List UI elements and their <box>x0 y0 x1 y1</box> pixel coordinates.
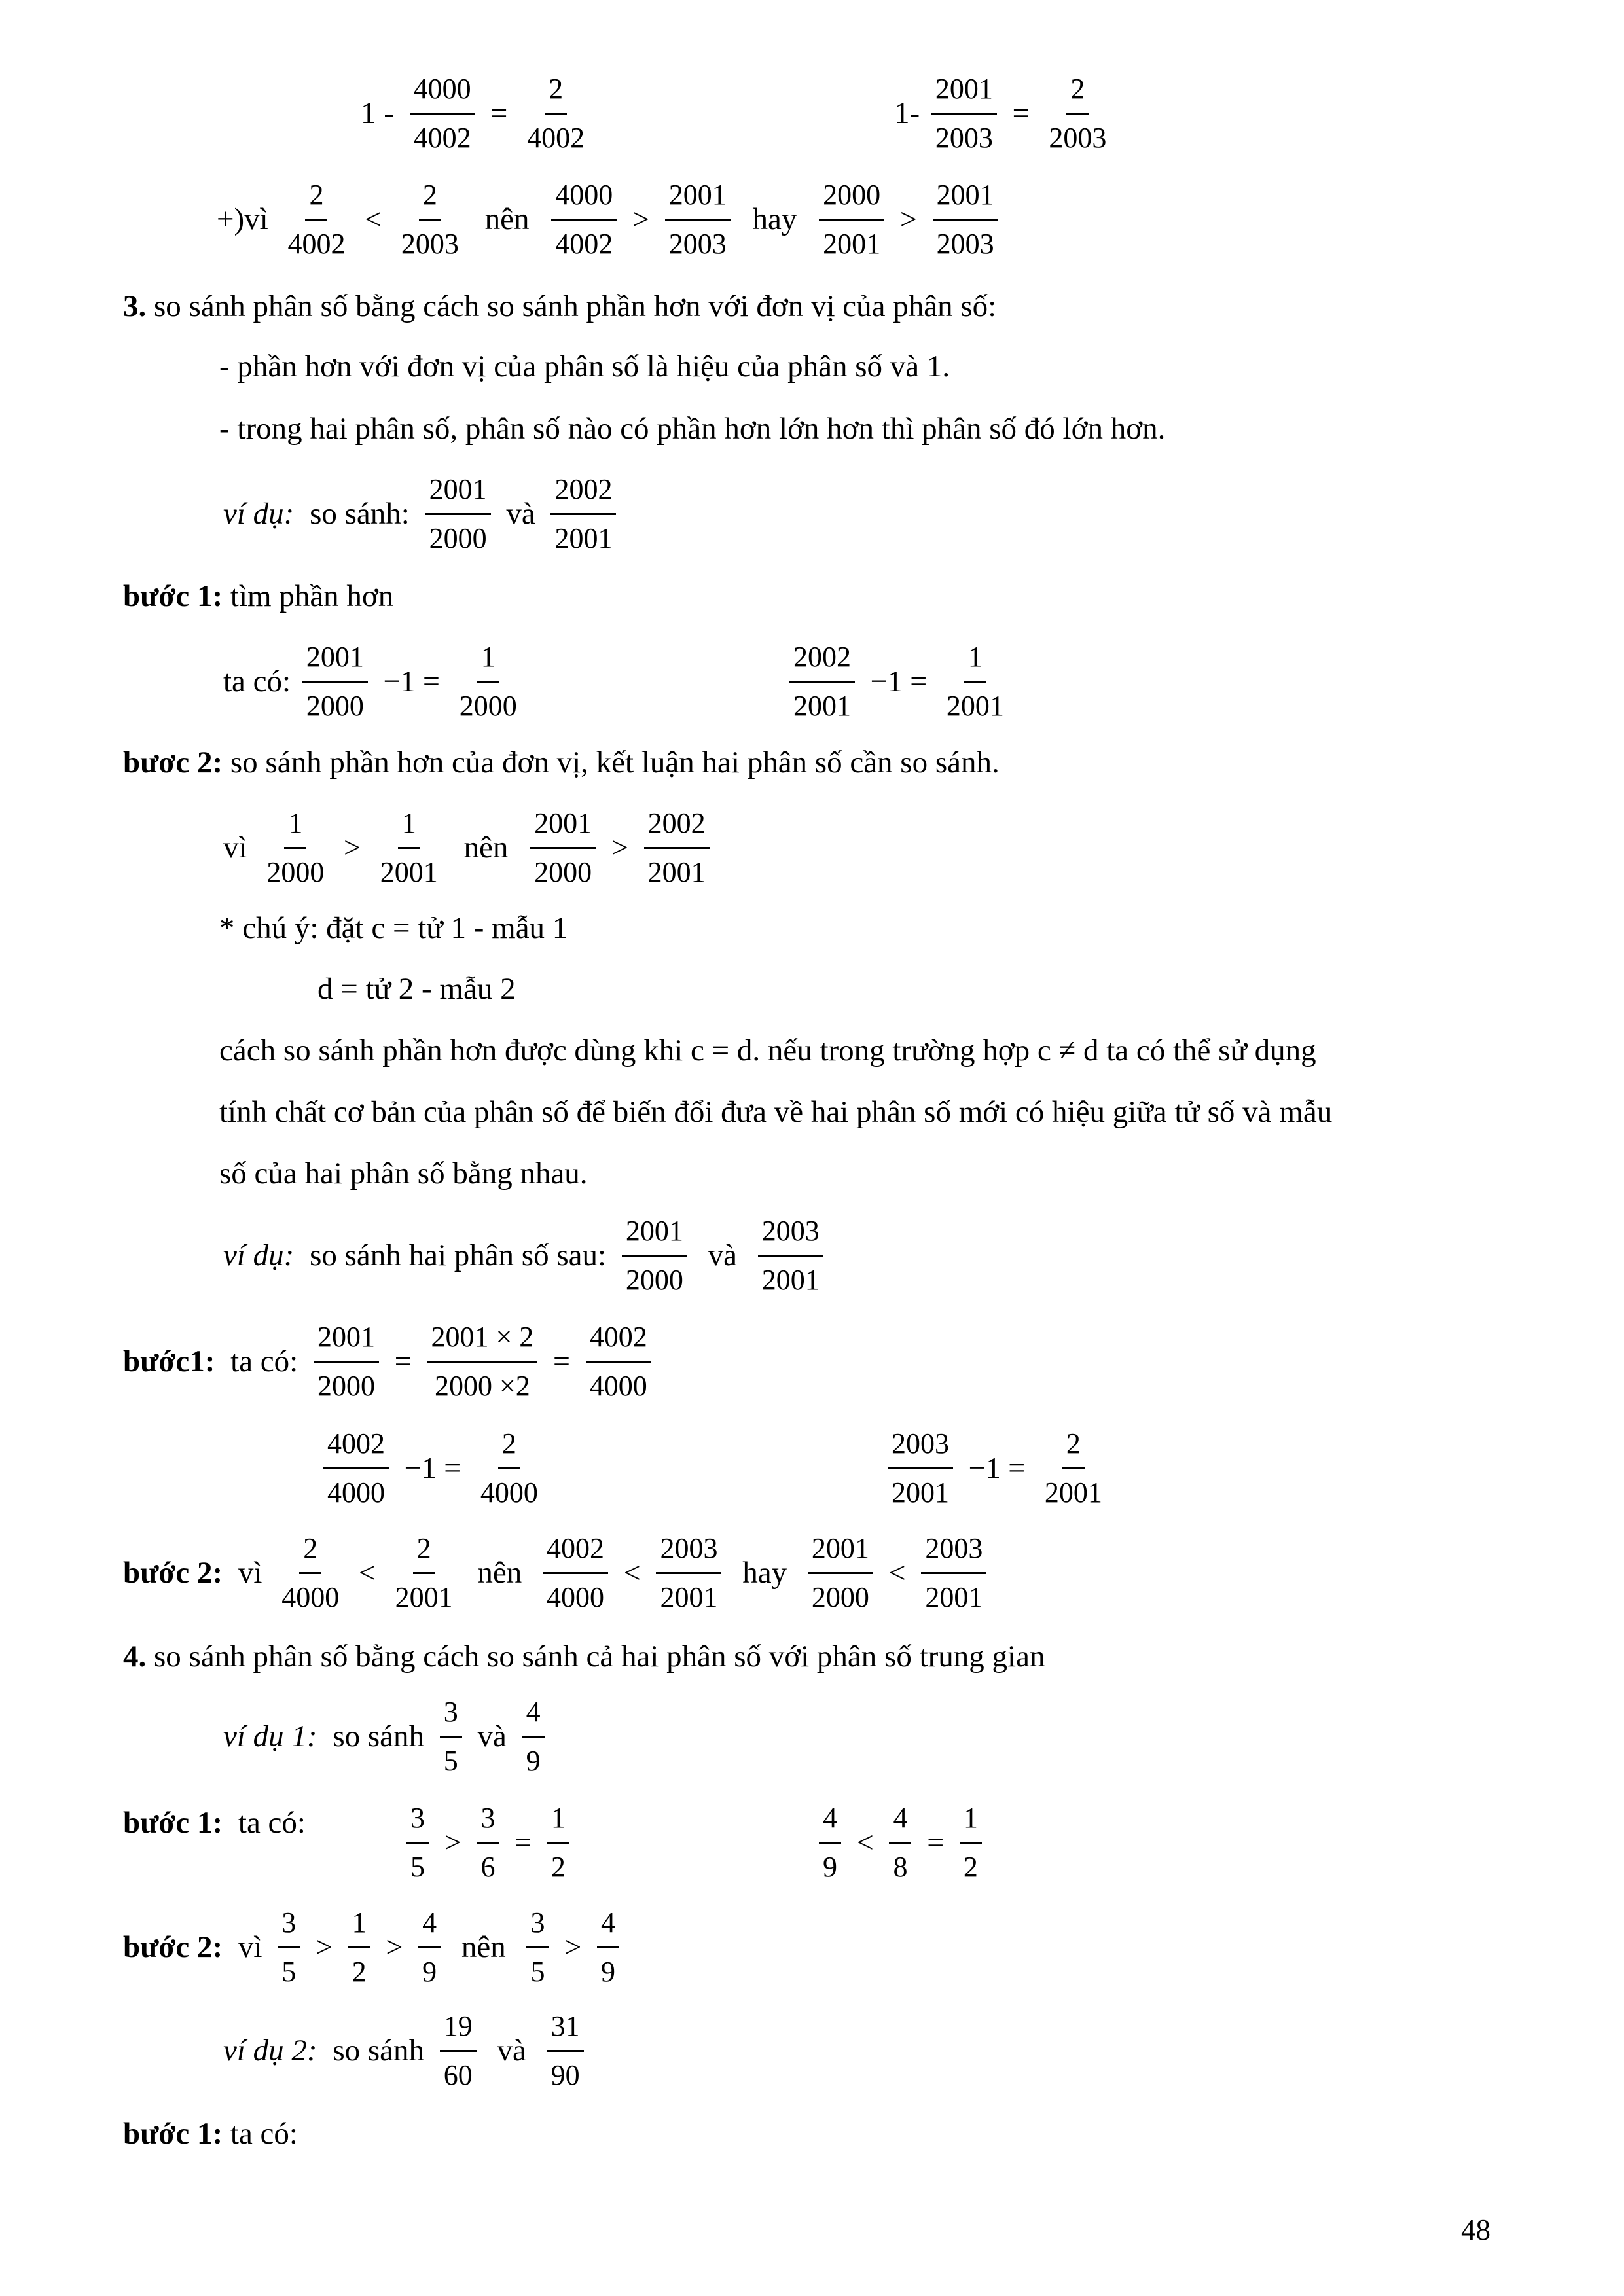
sec4-step-1-label <box>123 1805 310 1839</box>
denominator: 9 <box>526 1744 541 1777</box>
operator: > <box>564 1930 582 1964</box>
connector-text: và <box>708 1238 737 1272</box>
example-text: so sánh hai phân số sau: <box>310 1238 607 1272</box>
denominator: 2003 <box>401 227 459 260</box>
denominator: 2001 <box>925 1581 983 1613</box>
numerator: 2 <box>305 178 327 221</box>
numerator: 2001 <box>425 473 491 515</box>
denominator: 2000 <box>625 1263 683 1296</box>
denominator: 2000 <box>266 855 325 888</box>
fraction <box>543 1532 608 1615</box>
denominator: 2000 <box>306 689 364 722</box>
fraction <box>819 1801 841 1884</box>
step-label: bước 1: <box>123 579 223 613</box>
denominator: 2003 <box>1049 121 1107 154</box>
denominator: 2000 <box>534 855 592 888</box>
example-text: so sánh: <box>310 496 410 531</box>
example-label: ví dụ: <box>223 496 295 531</box>
example-label: ví dụ: <box>223 1238 295 1272</box>
step-1-right-calc <box>785 640 1012 723</box>
connector-text: nên <box>461 1929 506 1964</box>
denominator: 2001 <box>892 1476 949 1509</box>
numerator: 4002 <box>543 1532 608 1574</box>
fraction <box>456 640 521 723</box>
fraction <box>644 806 710 889</box>
section-number: 4. <box>123 1640 147 1674</box>
fraction <box>931 72 997 155</box>
fraction <box>283 178 349 261</box>
fraction <box>933 178 998 261</box>
denominator: 2000 <box>317 1369 375 1402</box>
numerator: 2 <box>419 178 441 221</box>
operator: > <box>386 1930 403 1964</box>
operator: > <box>632 202 649 236</box>
fraction <box>418 1906 441 1989</box>
fraction <box>406 1801 429 1884</box>
example-2-calc-left <box>319 1427 546 1510</box>
note-line-2: d = tử 2 - mẫu 2 <box>317 972 516 1006</box>
example-text: so sánh <box>333 2033 425 2068</box>
fraction <box>656 1532 721 1615</box>
operator: −1 = <box>968 1451 1026 1485</box>
denominator: 60 <box>443 2058 473 2091</box>
numerator: 2003 <box>758 1214 823 1257</box>
numerator: 1 <box>960 1801 982 1844</box>
connector-text: và <box>477 1719 507 1753</box>
fraction <box>440 2009 477 2092</box>
fraction <box>665 178 731 261</box>
denominator: 4002 <box>555 227 613 260</box>
step-label: bước 2: <box>123 1555 223 1590</box>
connector-text: và <box>497 2033 526 2068</box>
denominator: 9 <box>600 1955 615 1988</box>
operator: = <box>927 1825 945 1859</box>
fraction <box>348 1906 370 1989</box>
denominator: 90 <box>550 2058 580 2091</box>
paragraph-line-1: cách so sánh phần hơn được dùng khi c = d. nếu trong trường hợp c ≠ d ta có thể sử dụng <box>219 1033 1316 1067</box>
numerator: 2 <box>1066 72 1089 115</box>
fraction <box>819 178 884 261</box>
step-2-heading <box>123 747 1000 778</box>
numerator: 2 <box>299 1532 321 1574</box>
numerator: 19 <box>440 2009 477 2052</box>
step-2-calc <box>219 806 713 889</box>
numerator: 2001 <box>530 806 596 849</box>
denominator: 5 <box>530 1955 545 1988</box>
operator: > <box>444 1825 461 1859</box>
fraction <box>425 473 491 556</box>
example-2-row <box>219 1214 827 1297</box>
example-text: so sánh <box>333 1719 425 1753</box>
numerator: 3 <box>477 1801 499 1844</box>
denominator: 2000 ×2 <box>434 1369 530 1402</box>
lead-text: vì <box>238 1555 262 1590</box>
numerator: 1 <box>547 1801 569 1844</box>
step-label: bước1: <box>123 1344 215 1378</box>
step-1-heading <box>123 581 393 612</box>
operator: < <box>623 1556 641 1590</box>
fraction <box>522 1695 545 1778</box>
denominator: 4000 <box>589 1369 647 1402</box>
numerator: 4 <box>418 1906 441 1948</box>
fraction <box>586 1320 651 1403</box>
fraction <box>808 1532 873 1615</box>
numerator: 2001 × 2 <box>427 1320 537 1363</box>
section-number: 3. <box>123 289 147 323</box>
numerator: 4000 <box>551 178 617 221</box>
lead-text: ta có: <box>223 664 291 698</box>
denominator: 2 <box>550 1850 566 1883</box>
equation-row-1-right <box>890 72 1114 155</box>
fraction <box>376 806 442 889</box>
fraction <box>410 72 475 155</box>
numerator: 4000 <box>410 72 475 115</box>
fraction <box>550 473 616 556</box>
paragraph-line-2: tính chất cơ bản của phân số để biến đổi đưa về hai phân số mới có hiệu giữa tử số và mẫu <box>219 1095 1333 1129</box>
operator: > <box>315 1930 333 1964</box>
denominator: 2001 <box>1044 1476 1102 1509</box>
denominator: 4002 <box>413 121 471 154</box>
operator: = <box>514 1825 532 1859</box>
operator: < <box>358 1556 376 1590</box>
connector-text: nên <box>484 202 530 236</box>
denominator: 4002 <box>287 227 346 260</box>
step-label: bươc 2: <box>123 745 223 780</box>
denominator: 2000 <box>811 1581 869 1613</box>
fraction <box>530 806 596 889</box>
denominator: 2001 <box>823 227 881 260</box>
denominator: 2001 <box>380 855 438 888</box>
fraction <box>921 1532 986 1615</box>
equation-row-1-left <box>357 72 592 155</box>
operator: −1 = <box>404 1451 461 1485</box>
sec4-example-2-row <box>219 2009 588 2092</box>
sec4-step-1-left-calc <box>403 1801 573 1884</box>
numerator: 1 <box>398 806 420 849</box>
fraction <box>314 1320 379 1403</box>
numerator: 2 <box>1062 1427 1085 1469</box>
numerator: 3 <box>278 1906 300 1948</box>
numerator: 2001 <box>931 72 997 115</box>
note-line-1: * chú ý: đặt c = tử 1 - mẫu 1 <box>219 911 568 945</box>
numerator: 4002 <box>323 1427 389 1469</box>
fraction <box>523 72 588 155</box>
numerator: 3 <box>406 1801 429 1844</box>
numerator: 2001 <box>808 1532 873 1574</box>
numerator: 2001 <box>622 1214 687 1257</box>
fraction <box>477 1427 542 1510</box>
denominator: 2000 <box>459 689 517 722</box>
lead-text: ta có: <box>238 1805 306 1840</box>
denominator: 4000 <box>547 1581 605 1613</box>
example-2-calc-right <box>884 1427 1110 1510</box>
connector-text: hay <box>742 1555 787 1590</box>
denominator: 2001 <box>554 522 613 554</box>
example-2-step-2 <box>123 1532 990 1615</box>
fraction <box>323 1427 389 1510</box>
numerator: 1 <box>964 640 986 683</box>
operator: −1 = <box>870 664 928 698</box>
fraction <box>889 1801 911 1884</box>
fraction <box>547 2009 584 2092</box>
fraction <box>391 1532 457 1615</box>
denominator: 9 <box>823 1850 837 1883</box>
operator: = <box>1012 96 1030 130</box>
step-label: bước 2: <box>123 1929 223 1964</box>
numerator: 2001 <box>314 1320 379 1363</box>
fraction <box>960 1801 982 1884</box>
denominator: 6 <box>480 1850 496 1883</box>
denominator: 5 <box>410 1850 425 1883</box>
connector-text: nên <box>463 830 509 865</box>
numerator: 2003 <box>921 1532 986 1574</box>
step-1-left-calc <box>219 640 525 723</box>
example-label: ví dụ 1: <box>223 1719 317 1753</box>
numerator: 2003 <box>656 1532 721 1574</box>
section-title: so sánh phân số bằng cách so sánh phần hơn với đơn vị của phân số: <box>154 289 997 323</box>
denominator: 4000 <box>480 1476 538 1509</box>
lead-text: vì <box>238 1929 262 1964</box>
operator: = <box>553 1344 570 1378</box>
step-label: bước 1: <box>123 1805 223 1840</box>
numerator: 2 <box>498 1427 520 1469</box>
connector-text: nên <box>477 1555 522 1590</box>
numerator: 2001 <box>665 178 731 221</box>
fraction <box>526 1906 549 1989</box>
denominator: 2003 <box>935 121 993 154</box>
denominator: 8 <box>893 1850 908 1883</box>
fraction <box>427 1320 537 1403</box>
denominator: 4002 <box>527 121 585 154</box>
sec4-example-2-step-1 <box>123 2119 298 2149</box>
numerator: 3 <box>526 1906 549 1948</box>
denominator: 5 <box>443 1744 458 1777</box>
numerator: 2002 <box>789 640 855 683</box>
operator: < <box>365 202 382 236</box>
numerator: 4 <box>819 1801 841 1844</box>
bullet-1: - phần hơn với đơn vị của phân số là hiệu của phân số và 1. <box>219 350 950 384</box>
numerator: 2002 <box>644 806 710 849</box>
denominator: 2001 <box>793 689 851 722</box>
fraction <box>302 640 368 723</box>
fraction <box>547 1801 569 1884</box>
sec4-example-1-row <box>219 1695 549 1778</box>
numerator: 1 <box>284 806 306 849</box>
numerator: 2 <box>545 72 567 115</box>
denominator: 4000 <box>327 1476 385 1509</box>
bullet-2: - trong hai phân số, phân số nào có phần hơn lớn hơn thì phân số đó lớn hơn. <box>219 412 1166 446</box>
fraction <box>622 1214 687 1297</box>
denominator: 2001 <box>761 1263 820 1296</box>
denominator: 2001 <box>660 1581 718 1613</box>
operator: > <box>899 202 917 236</box>
connector-text: và <box>506 496 535 531</box>
numerator: 1 <box>477 640 499 683</box>
step-text: so sánh phần hơn của đơn vị, kết luận hai phân số cần so sánh. <box>230 745 1000 780</box>
denominator: 5 <box>281 1955 297 1988</box>
operator: −1 = <box>383 664 440 698</box>
fraction <box>758 1214 823 1297</box>
example-1-row <box>219 473 620 556</box>
connector-text: hay <box>752 202 797 236</box>
fraction <box>397 178 463 261</box>
lead-text: vì <box>223 830 247 865</box>
numerator: 4 <box>597 1906 619 1948</box>
denominator: 2001 <box>647 855 706 888</box>
fraction <box>943 640 1008 723</box>
step-text: tìm phần hơn <box>230 579 394 613</box>
operator: > <box>344 831 361 865</box>
step-label: bước 1: <box>123 2117 223 2151</box>
fraction <box>477 1801 499 1884</box>
numerator: 31 <box>547 2009 584 2052</box>
numerator: 1 <box>348 1906 370 1948</box>
numerator: 4 <box>522 1695 545 1738</box>
fraction <box>262 806 328 889</box>
operator: < <box>856 1825 874 1859</box>
denominator: 2 <box>352 1955 367 1988</box>
example-label: ví dụ 2: <box>223 2033 317 2068</box>
fraction <box>278 1906 300 1989</box>
numerator: 3 <box>440 1695 462 1738</box>
denominator: 2000 <box>429 522 487 554</box>
fraction <box>597 1906 619 1989</box>
fraction <box>888 1427 953 1510</box>
operator: < <box>888 1556 906 1590</box>
denominator: 9 <box>422 1955 437 1988</box>
fraction <box>278 1532 343 1615</box>
numerator: 2000 <box>819 178 884 221</box>
denominator: 2001 <box>946 689 1004 722</box>
section-4-heading <box>123 1641 1045 1672</box>
fraction <box>1041 1427 1106 1510</box>
numerator: 2001 <box>302 640 368 683</box>
lead-text: 1 - <box>361 96 394 130</box>
fraction <box>440 1695 462 1778</box>
conclusion-row <box>213 178 1002 261</box>
denominator: 2 <box>963 1850 978 1883</box>
section-title: so sánh phân số bằng cách so sánh cả hai phân số với phân số trung gian <box>154 1640 1045 1674</box>
fraction <box>1045 72 1110 155</box>
sec4-step-1-right-calc <box>815 1801 986 1884</box>
page-number: 48 <box>1461 2214 1490 2246</box>
numerator: 2 <box>413 1532 435 1574</box>
lead-text: +)vì <box>217 202 268 236</box>
lead-text: 1- <box>894 96 920 130</box>
operator: > <box>611 831 628 865</box>
lead-text: ta có: <box>230 1344 298 1378</box>
numerator: 4 <box>889 1801 911 1844</box>
paragraph-line-3: số của hai phân số bằng nhau. <box>219 1157 588 1191</box>
lead-text: ta có: <box>230 2117 298 2151</box>
numerator: 2001 <box>933 178 998 221</box>
operator: = <box>490 96 508 130</box>
denominator: 4000 <box>281 1581 340 1613</box>
sec4-step-2 <box>123 1906 623 1989</box>
denominator: 2001 <box>395 1581 453 1613</box>
example-2-step-1 <box>123 1320 655 1403</box>
numerator: 2003 <box>888 1427 953 1469</box>
fraction <box>551 178 617 261</box>
denominator: 2003 <box>936 227 994 260</box>
denominator: 2003 <box>668 227 727 260</box>
fraction <box>789 640 855 723</box>
numerator: 2002 <box>550 473 616 515</box>
operator: = <box>394 1344 412 1378</box>
section-3-heading <box>123 291 996 322</box>
numerator: 4002 <box>586 1320 651 1363</box>
